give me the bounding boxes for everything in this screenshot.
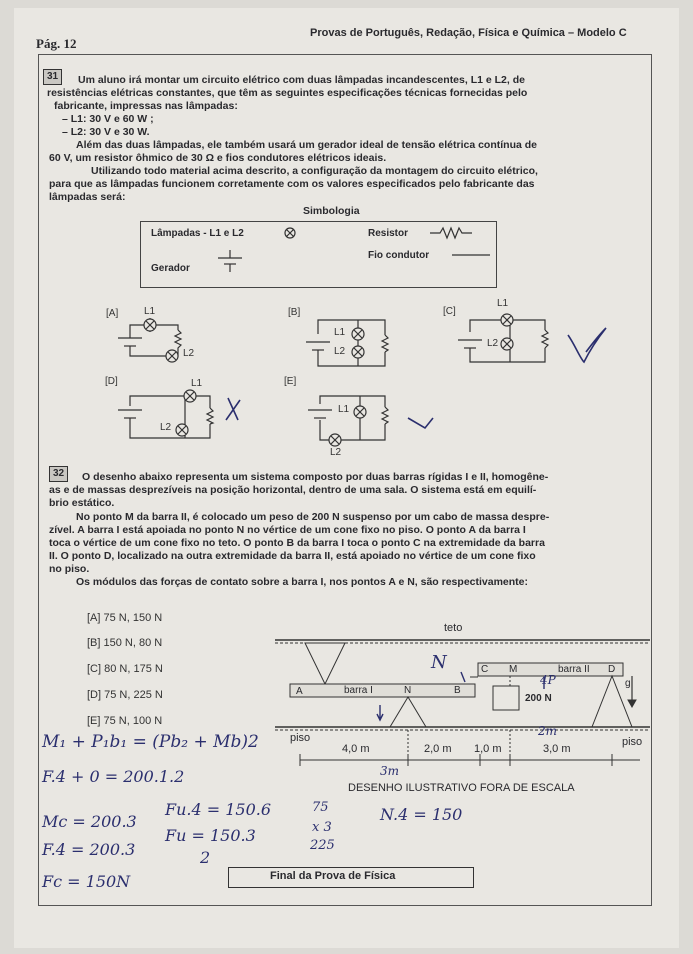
q32-line-9: Os módulos das forças de contato sobre a barra I, nos pontos A e N, são respectivamente: [76, 576, 529, 588]
label-point-c: C [481, 664, 489, 675]
option-e-label: [E] [284, 376, 297, 387]
answer-c: [C] 80 N, 175 N [87, 663, 163, 675]
label-point-m: M [509, 664, 518, 675]
q32-line-3: brio estático. [49, 497, 115, 509]
q31-line-3: fabricante, impressas nas lâmpadas: [54, 100, 238, 112]
label-point-b: B [454, 685, 461, 696]
symbology-title: Simbologia [303, 205, 360, 217]
circuit-a-l1-label: L1 [144, 306, 156, 317]
option-b-label: [B] [288, 307, 301, 318]
page-number: Pág. 12 [36, 36, 77, 51]
label-weight: 200 N [525, 693, 552, 704]
question-31-number: 31 [43, 69, 62, 85]
circuit-d-l2-label: L2 [160, 422, 172, 433]
handwriting-3m: 3m [380, 764, 400, 778]
option-a-label: [A] [106, 308, 119, 319]
q32-line-8: no piso. [49, 563, 90, 575]
handwriting-equation-7: Fu = 150.3 [165, 826, 256, 845]
q31-line-6: Além das duas lâmpadas, ele também usará um gerador ideal de tensão elétrica contínua de [76, 139, 537, 151]
symbology-lamps-label: Lâmpadas - L1 e L2 [151, 228, 244, 239]
handwriting-equation-3: Mc = 200.3 [42, 812, 137, 831]
label-gravity: g [625, 678, 631, 689]
q31-spec-l2: – L2: 30 V e 30 W. [62, 126, 150, 138]
label-distance-3m: 3,0 m [543, 743, 571, 755]
circuit-c-l1-label: L1 [497, 298, 509, 309]
q32-line-6: toca o vértice de um cone fixo no teto. O ponto B da barra I toca o ponto C na extremidade da barra [49, 537, 545, 549]
circuit-c-l2-label: L2 [487, 338, 499, 349]
label-barra-i: barra I [344, 685, 373, 696]
q31-line-1: Um aluno irá montar um circuito elétrico com duas lâmpadas incandescentes, L1 e L2, de [78, 74, 525, 86]
handwriting-equation-5: Fc = 150N [42, 872, 131, 891]
handwriting-n: N [431, 652, 447, 673]
handwriting-calc-225: 225 [310, 838, 335, 853]
answer-d: [D] 75 N, 225 N [87, 689, 163, 701]
label-distance-4m: 4,0 m [342, 743, 370, 755]
answer-a: [A] 75 N, 150 N [87, 612, 163, 624]
handwriting-equation-6: Fu.4 = 150.6 [165, 800, 272, 819]
final-text: Final da Prova de Física [270, 870, 396, 882]
handwriting-equation-7b: 2 [200, 848, 211, 867]
label-barra-ii: barra II [558, 664, 590, 675]
handwriting-calc-75: 75 [312, 800, 329, 815]
circuit-a-l2-label: L2 [183, 348, 195, 359]
handwriting-equation-4: F.4 = 200.3 [42, 840, 136, 859]
q31-line-10: lâmpadas será: [49, 191, 126, 203]
q31-line-7: 60 V, um resistor ôhmico de 30 Ω e fios condutores elétricos ideais. [49, 152, 387, 164]
q31-spec-l1: – L1: 30 V e 60 W ; [62, 113, 154, 125]
label-distance-1m: 1,0 m [474, 743, 502, 755]
q32-line-7: II. O ponto D, localizado na outra extremidade da barra II, está apoiado no vértice de um cone fixo [49, 550, 536, 562]
label-piso-right: piso [622, 736, 643, 748]
q31-line-2: resistências elétricas constantes, que têm as seguintes especificações técnicas fornecidas pelo [47, 87, 528, 99]
option-c-label: [C] [443, 306, 456, 317]
label-distance-2m: 2,0 m [424, 743, 452, 755]
label-teto: teto [444, 622, 463, 634]
handwriting-equation-1: M₁ + P₁b₁ = (Pb₂ + Mb)2 [42, 732, 259, 752]
q32-line-2: as e de massas desprezíveis na posição horizontal, dentro de uma sala. O sistema está em equilí- [49, 484, 537, 496]
q32-line-1: O desenho abaixo representa um sistema composto por duas barras rígidas I e II, homogêne- [82, 471, 549, 483]
handwriting-equation-2: F.4 + 0 = 200.1.2 [42, 767, 185, 786]
symbology-generator-label: Gerador [151, 263, 190, 274]
answer-e: [E] 75 N, 100 N [87, 715, 163, 727]
handwriting-calc-x3: x 3 [312, 820, 332, 835]
circuit-b-l2-label: L2 [334, 346, 346, 357]
q32-line-4: No ponto M da barra II, é colocado um peso de 200 N suspenso por um cabo de massa despre- [76, 511, 550, 523]
q31-line-9: para que as lâmpadas funcionem corretamente com os valores especificados pelo fabricante das [49, 178, 535, 190]
handwriting-equation-8: N.4 = 150 [380, 805, 463, 824]
label-point-a: A [296, 686, 303, 697]
q31-line-8: Utilizando todo material acima descrito, a configuração da montagem do circuito elétrico, [91, 165, 538, 177]
circuit-e-l1-label: L1 [338, 404, 350, 415]
q32-line-5: zível. A barra I está apoiada no ponto N no vértice de um cone fixo no piso. O ponto A da barra I [49, 524, 526, 536]
label-point-n: N [404, 685, 412, 696]
label-point-d: D [608, 664, 616, 675]
handwriting-2m: 2m [538, 724, 558, 738]
circuit-e-l2-label: L2 [330, 447, 342, 458]
handwriting-4p: 4P [540, 673, 556, 687]
diagram-caption: DESENHO ILUSTRATIVO FORA DE ESCALA [348, 782, 575, 794]
circuit-d-l1-label: L1 [191, 378, 203, 389]
symbology-wire-label: Fio condutor [368, 250, 430, 261]
question-32-number: 32 [49, 466, 68, 482]
symbology-resistor-label: Resistor [368, 228, 409, 239]
circuit-b-l1-label: L1 [334, 327, 346, 338]
header-title: Provas de Português, Redação, Física e Química – Modelo C [310, 27, 627, 39]
label-piso-left: piso [290, 732, 311, 744]
option-d-label: [D] [105, 376, 118, 387]
answer-b: [B] 150 N, 80 N [87, 637, 163, 649]
